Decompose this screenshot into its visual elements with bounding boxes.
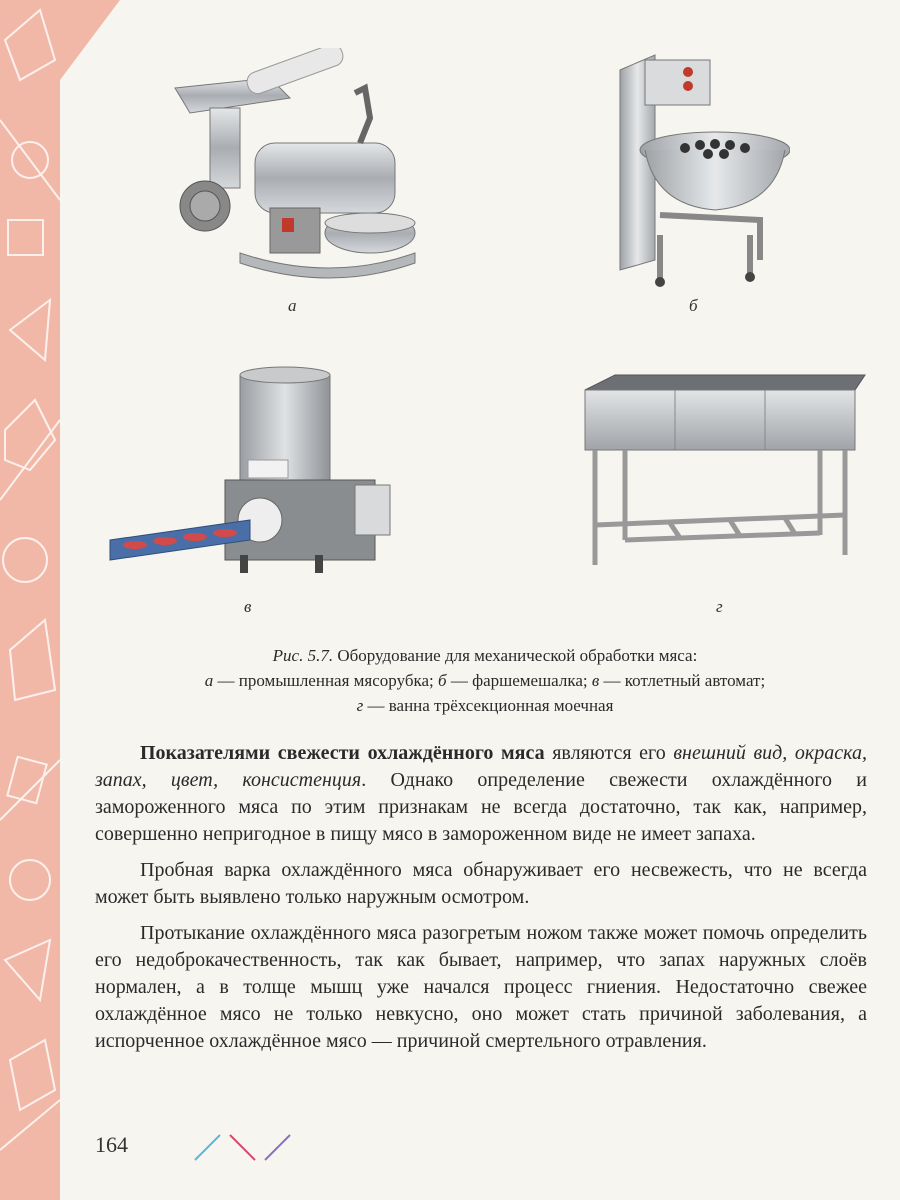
page-number: 164 [95, 1132, 128, 1157]
figure-label-a: а [288, 296, 297, 315]
caption-text-g: — ванна трёхсекционная моечная [363, 696, 614, 715]
paragraph-1-bold: Показателями свежести охлаждённого мяса [140, 742, 545, 764]
paragraph-1-rest: . Однако определение свежести охлаждённого и замороженного мяса по этим признакам не всегда достаточно, так как, например, совершенно непригодное в пищу мясо в замороженном виде не имеет запаха. [95, 769, 867, 845]
corner-fold-icon [60, 0, 120, 80]
caption-text-a: — промышленная мясорубка; [213, 671, 439, 690]
caption-text-b: — фаршемешалка; [446, 671, 592, 690]
caption-letter-b: б [438, 671, 447, 690]
figure-washing-tub [580, 365, 870, 580]
caption-fig-number: Рис. 5.7. [272, 646, 334, 665]
paragraph-2: Пробная варка охлаждённого мяса обнаруживает его несвежесть, что не всегда может быть выявлено только наружным осмотром. [95, 859, 867, 908]
paragraph-3: Протыкание охлаждённого мяса разогретым ножом также может помочь определить его недоброкачественность, так как бывает, например, что запах наружных слоёв нормален, а в толще мышц уже начался процесс гниения. Недостаточно свежее охлаждённое мясо не только невкусно, оно может стать причиной заболевания, а испорченное охлаждённое мясо — причиной смертельного отравления. [95, 922, 867, 1052]
cutlet-machine-icon [100, 365, 400, 590]
caption-letter-a: а [204, 671, 214, 690]
figure-label-g: г [716, 597, 723, 616]
caption-text-v: — котлетный автомат; [599, 671, 766, 690]
figure-caption [105, 643, 865, 718]
washing-tub-icon [580, 365, 870, 575]
decorative-lines-icon [190, 1130, 300, 1165]
figure-mince-mixer [600, 50, 790, 295]
paragraph-1 [95, 740, 867, 848]
figure-label-b: б [689, 296, 698, 315]
paragraph-1-italic: внешний вид, окраска, запах, цвет, консистенция [95, 742, 867, 791]
figure-label-v: в [244, 597, 252, 616]
margin-pattern-icon [0, 0, 60, 1200]
figure-meat-grinder [160, 48, 430, 293]
caption-line-2 [105, 668, 865, 693]
figure-cutlet-machine [100, 365, 400, 595]
meat-grinder-icon [160, 48, 430, 288]
body-text [95, 740, 867, 1064]
caption-title: Оборудование для механической обработки мяса: [337, 646, 698, 665]
caption-line-3 [105, 693, 865, 718]
mince-mixer-icon [600, 50, 790, 290]
paragraph-1-mid: являются его [544, 742, 674, 764]
decorative-margin [0, 0, 60, 1200]
caption-letter-g: г [356, 696, 364, 715]
caption-line-1 [105, 643, 865, 668]
caption-letter-v: в [591, 671, 600, 690]
